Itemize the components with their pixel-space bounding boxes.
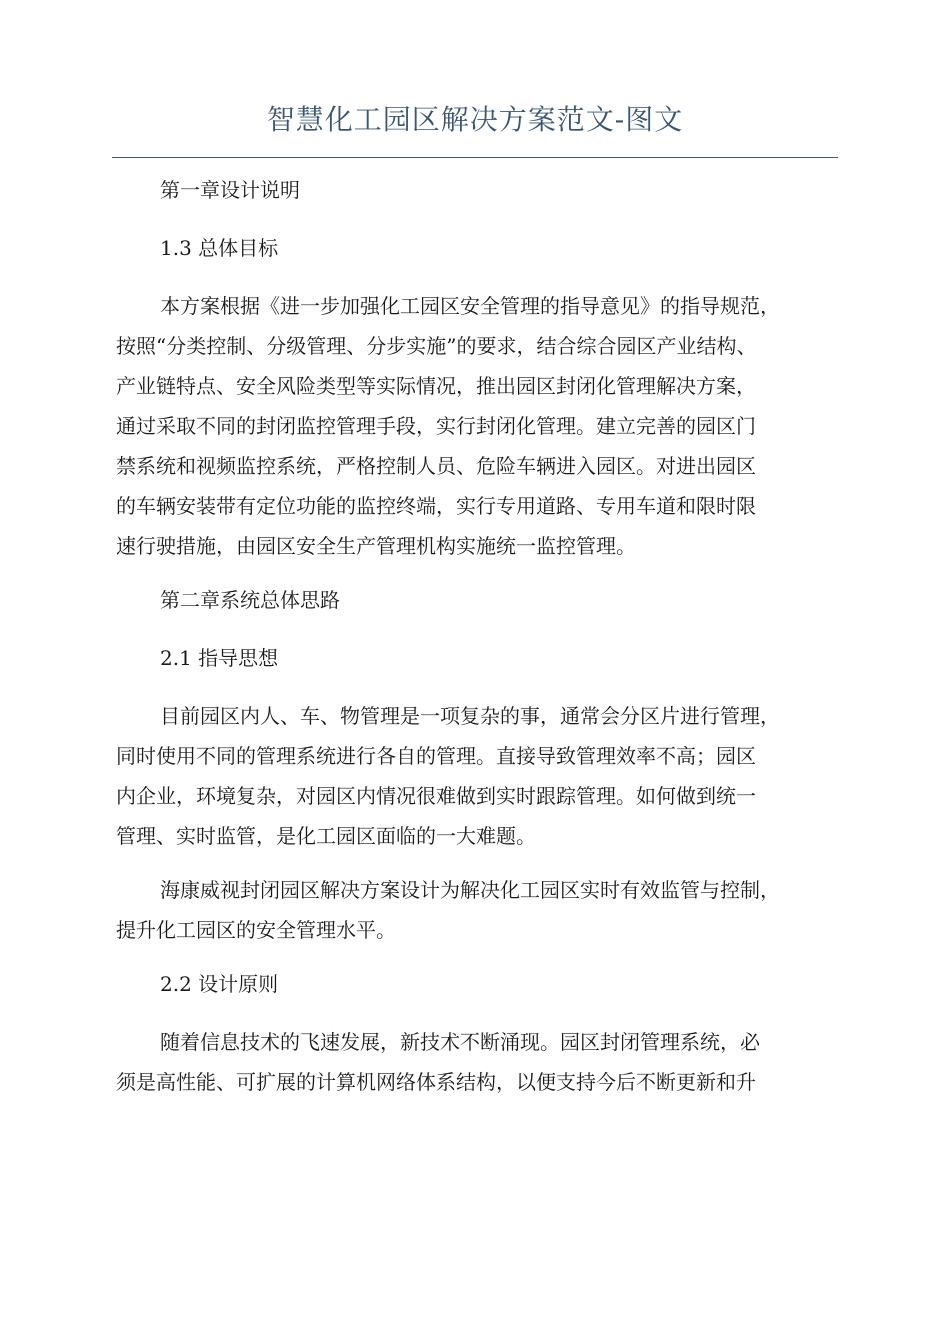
document-title: 智慧化工园区解决方案范文-图文 [266,103,684,136]
paragraph-line: 产业链特点、安全风险类型等实际情况，推出园区封闭化管理解决方案， [116,374,756,398]
paragraph-line: 的车辆安装带有定位功能的监控终端，实行专用道路、专用车道和限时限 [116,494,756,518]
paragraph-line: 本方案根据《进一步加强化工园区安全管理的指导意见》的指导规范， [160,294,780,318]
paragraph-line: 随着信息技术的飞速发展，新技术不断涌现。园区封闭管理系统，必 [160,1030,760,1054]
paragraph-design-principles [116,1022,842,1102]
section-1-3-heading: 1.3 总体目标 [160,236,279,260]
paragraph-line: 速行驶措施，由园区安全生产管理机构实施统一监控管理。 [116,534,636,558]
paragraph-line: 须是高性能、可扩展的计算机网络体系结构，以便支持今后不断更新和升 [116,1070,756,1094]
section-2-2-heading: 2.2 设计原则 [160,972,279,996]
paragraph-guiding-idea [116,696,842,856]
paragraph-line: 同时使用不同的管理系统进行各自的管理。直接导致管理效率不高；园区 [116,744,756,768]
chapter-1-heading: 第一章设计说明 [160,178,300,202]
paragraph-line: 目前园区内人、车、物管理是一项复杂的事，通常会分区片进行管理， [160,704,780,728]
paragraph-overall-goal [116,286,842,566]
paragraph-line: 禁系统和视频监控系统，严格控制人员、危险车辆进入园区。对进出园区 [116,454,756,478]
paragraph-line: 内企业，环境复杂，对园区内情况很难做到实时跟踪管理。如何做到统一 [116,784,756,808]
section-2-1-heading: 2.1 指导思想 [160,646,279,670]
paragraph-line: 海康威视封闭园区解决方案设计为解决化工园区实时有效监管与控制， [160,878,780,902]
document-body [116,170,842,1116]
paragraph-line: 提升化工园区的安全管理水平。 [116,918,396,942]
paragraph-hikvision-solution [116,870,842,950]
chapter-2-heading: 第二章系统总体思路 [160,588,340,612]
paragraph-line: 按照“分类控制、分级管理、分步实施”的要求，结合综合园区产业结构、 [116,334,757,358]
title-divider [112,157,838,158]
paragraph-line: 通过采取不同的封闭监控管理手段，实行封闭化管理。建立完善的园区门 [116,414,756,438]
paragraph-line: 管理、实时监管，是化工园区面临的一大难题。 [116,824,536,848]
